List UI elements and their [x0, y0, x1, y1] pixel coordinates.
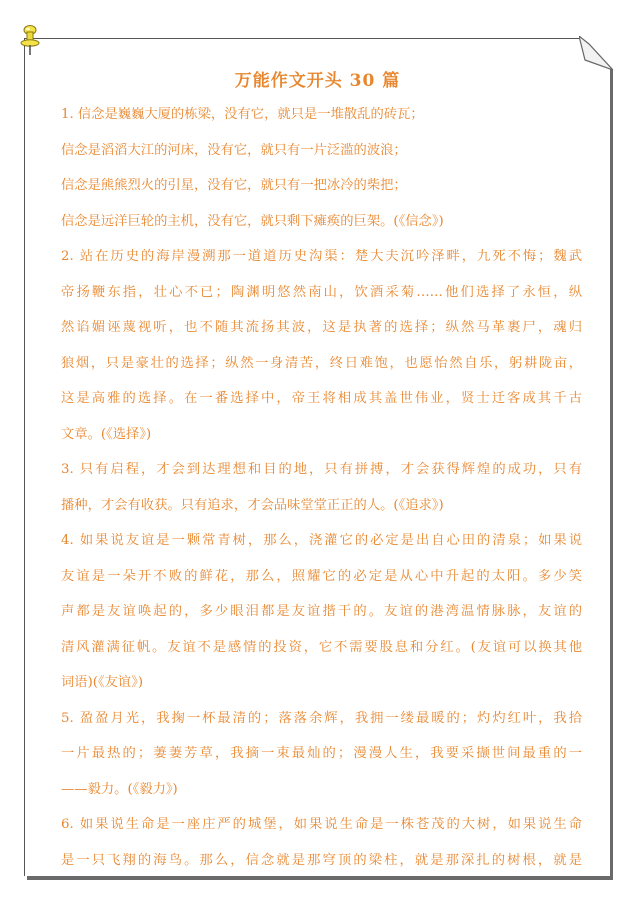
text-line: 帝扬鞭东指，壮心不已；陶渊明悠然南山，饮酒采菊……他们选择了永恒，纵 [61, 284, 582, 300]
text-line: 然谄媚诬蔑视听，也不随其流扬其波，这是执著的选择；纵然马革裹尸，魂归 [61, 320, 582, 335]
text-line: 6. 如果说生命是一座庄严的城堡，如果说生命是一株苍茂的大树，如果说生命 [61, 817, 582, 832]
text-line: 文章。(《选择》) [61, 426, 152, 442]
document-title: 万能作文开头 30 篇 [234, 71, 401, 91]
text-line: 这是高雅的选择。在一番选择中，帝王将相成其盖世伟业，贤士迁客成其千古 [61, 391, 582, 406]
text-line: 狼烟，只是豪壮的选择；纵然一身清苦，终日难饱，也愿怡然自乐，躬耕陇亩， [61, 355, 582, 371]
text-line: 3. 只有启程，才会到达理想和目的地，只有拼搏，才会获得辉煌的成功，只有 [61, 462, 582, 477]
text-line: 5. 盈盈月光，我掬一杯最清的；落落余辉，我拥一缕最暖的；灼灼红叶，我拾 [61, 710, 582, 726]
pushpin-icon [16, 24, 46, 58]
text-line: 播种，才会有收获。只有追求，才会品味堂堂正正的人。(《追求》) [61, 497, 444, 513]
text-line: 4. 如果说友谊是一颗常青树，那么，浇灌它的必定是出自心田的清泉；如果说 [61, 533, 582, 548]
text-line: 声都是友谊唤起的，多少眼泪都是友谊揩干的。友谊的港湾温情脉脉，友谊的 [61, 604, 582, 619]
text-line: 信念是熊熊烈火的引星，没有它，就只有一把冰冷的柴把； [61, 178, 407, 193]
text-line: 一片最热的；萋萋芳草，我摘一束最灿的；漫漫人生，我要采撷世间最重的一 [61, 746, 582, 761]
text-line: 信念是滔滔大江的河床，没有它，就只有一片泛滥的波浪； [61, 142, 407, 158]
text-line: 信念是远洋巨轮的主机，没有它，就只剩下瘫痪的巨架。(《信念》) [61, 213, 444, 229]
text-line: 清风灌满征帆。友谊不是感情的投资，它不需要股息和分红。(友谊可以换其他 [61, 639, 582, 655]
text-line: 1. 信念是巍巍大厦的栋梁，没有它，就只是一堆散乱的砖瓦； [61, 107, 424, 122]
text-line: 词语)(《友谊》) [61, 675, 144, 690]
document-page [24, 38, 610, 876]
page-curl-icon [579, 36, 613, 70]
text-line: 是一只飞翔的海鸟。那么，信念就是那穹顶的梁柱，就是那深扎的树根，就是 [61, 852, 582, 868]
document-body [61, 97, 582, 878]
text-line: 2. 站在历史的海岸漫溯那一道道历史沟渠：楚大夫沉吟泽畔，九死不悔；魏武 [61, 249, 582, 264]
text-line: 友谊是一朵开不败的鲜花，那么，照耀它的必定是从心中升起的太阳。多少笑 [61, 568, 582, 584]
text-line: ——毅力。(《毅力》) [61, 781, 178, 797]
